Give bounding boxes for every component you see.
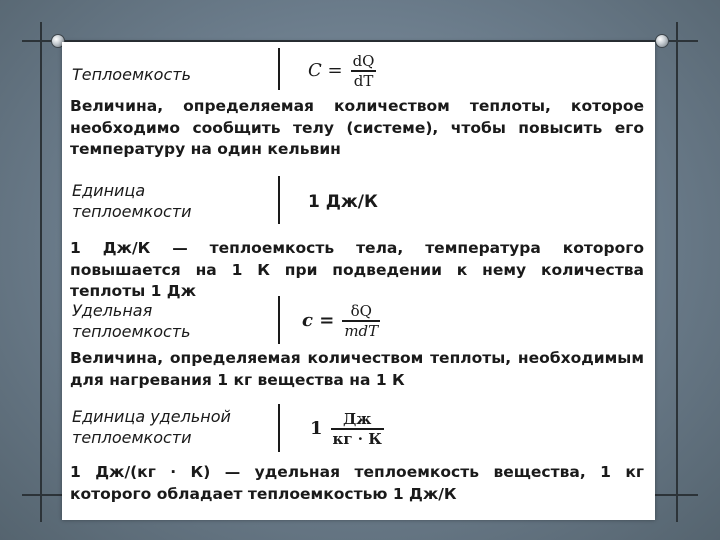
formula-lhs: C =: [308, 60, 343, 82]
divider-3: [278, 296, 280, 344]
term-specific-heat: [72, 300, 191, 342]
fraction-denominator: dT: [353, 71, 374, 90]
formula-lhs: c =: [302, 310, 335, 332]
term-line-1: Единица удельной: [72, 407, 231, 426]
term-specific-heat-unit: [72, 406, 231, 448]
fraction-numerator: Дж: [342, 410, 372, 428]
description-specific-heat: Величина, определяемая количеством теплоты, необходимым для нагревания 1 кг вещества на 1 К: [70, 349, 644, 389]
fraction: [342, 302, 380, 340]
fraction-denominator: mdT: [344, 321, 379, 340]
description-heat-capacity-unit: 1 Дж/К — теплоемкость тела, температура которого повышается на 1 К при подведении к нему количества теплоты 1 Дж: [70, 239, 644, 300]
term-line-1: Единица: [72, 181, 146, 200]
fraction-numerator: dQ: [352, 52, 375, 70]
frame-right-line: [676, 22, 678, 522]
term-heat-capacity-line: Теплоемкость: [72, 65, 192, 84]
divider-1: [278, 48, 280, 90]
unit-heat-capacity: 1 Дж/К: [308, 192, 378, 212]
divider-4: [278, 404, 280, 452]
formula-specific-heat-unit: [310, 410, 384, 448]
term-line-2: теплоемкости: [72, 202, 192, 221]
fraction: [331, 410, 384, 448]
divider-2: [278, 176, 280, 224]
description-heat-capacity: Величина, определяемая количеством теплоты, которое необходимо сообщить телу (системе), чтобы повысить его температуру на один кельвин: [70, 97, 644, 158]
fraction: [351, 52, 377, 90]
formula-specific-heat: [302, 302, 380, 340]
term-line-1: Удельная: [72, 301, 153, 320]
term-line-2: теплоемкости: [72, 428, 192, 447]
formula-lhs: 1: [310, 418, 323, 440]
document-sheet: [62, 42, 655, 520]
fraction-numerator: δQ: [350, 302, 372, 320]
fraction-denominator: кг · К: [332, 429, 382, 448]
term-heat-capacity: [72, 64, 191, 85]
frame-left-line: [40, 22, 42, 522]
term-line-2: теплоемкость: [72, 322, 191, 341]
formula-heat-capacity: [308, 52, 376, 90]
term-heat-capacity-unit: [72, 180, 192, 222]
description-specific-heat-unit: 1 Дж/(кг · К) — удельная теплоемкость вещества, 1 кг которого обладает теплоемкостью 1 Дж/К: [70, 463, 644, 503]
pin-top-right-icon: [655, 34, 669, 48]
